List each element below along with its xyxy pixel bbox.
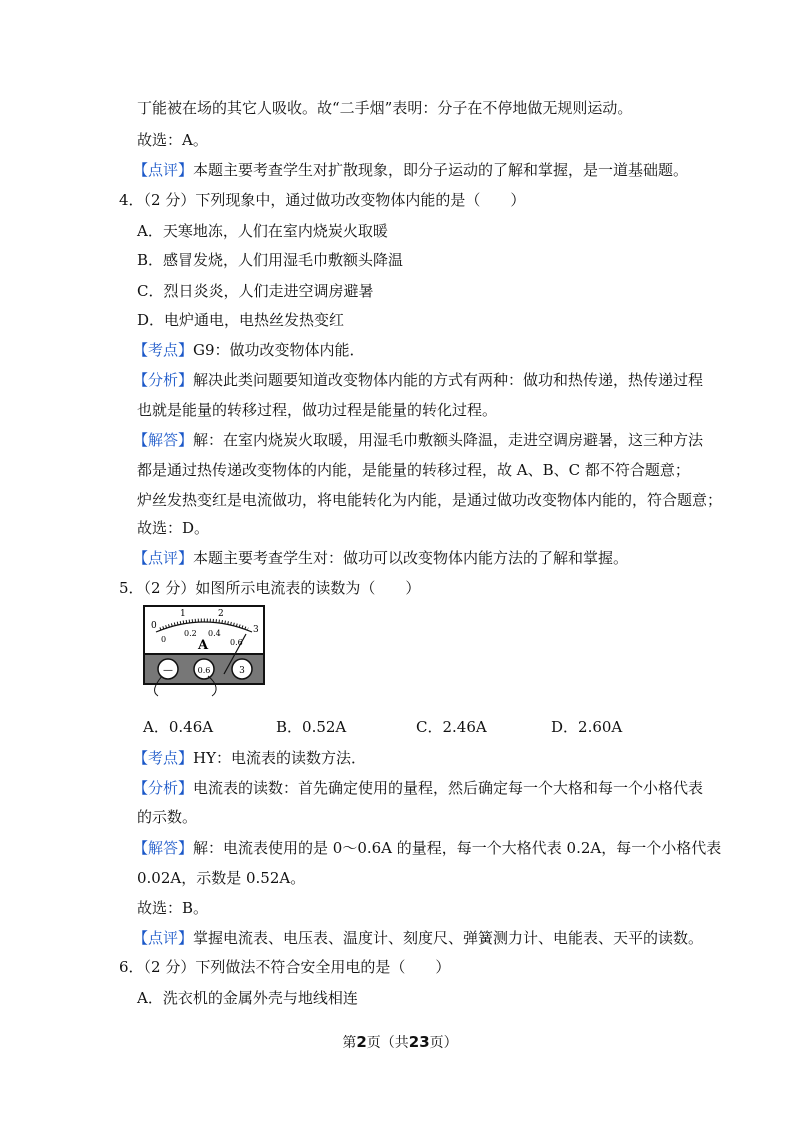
dianping-text: 本题主要考查学生对：做功可以改变物体内能方法的了解和掌握。 bbox=[193, 549, 629, 567]
meter-top-0: 0 bbox=[151, 621, 157, 631]
q4-option-b: B．感冒发烧，人们用湿毛巾敷额头降温 bbox=[137, 251, 404, 269]
q4-fenxi bbox=[133, 370, 703, 390]
q5-option-c: C．2.46A bbox=[416, 718, 487, 736]
kaodian-text: HY：电流表的读数方法． bbox=[193, 749, 367, 767]
meter-bottom-2: 0.4 bbox=[208, 629, 221, 638]
q5-fenxi bbox=[133, 778, 703, 798]
q4-jieda-cont1: 都是通过热传递改变物体的内能，是能量的转移过程，故 A、B、C 都不符合题意； bbox=[137, 461, 690, 479]
q5-option-b: B．0.52A bbox=[276, 718, 347, 736]
terminal-3: 3 bbox=[239, 666, 245, 676]
q5-option-d: D．2.60A bbox=[551, 718, 623, 736]
q5-dianping bbox=[133, 928, 703, 948]
jieda-text: 解：电流表使用的是 0～0.6A 的量程，每一个大格代表 0.2A，每一个小格代表 bbox=[193, 839, 722, 857]
page-footer bbox=[0, 1032, 800, 1052]
q5-kaodian bbox=[133, 748, 366, 768]
terminal-0-6: 0.6 bbox=[197, 666, 211, 675]
meter-bottom-3: 0.6 bbox=[230, 638, 243, 647]
fenxi-text: 电流表的读数：首先确定使用的量程，然后确定每一个大格和每一个小格代表 bbox=[193, 779, 704, 797]
footer-post: 页） bbox=[429, 1035, 458, 1051]
meter-bottom-1: 0.2 bbox=[184, 629, 197, 638]
meter-unit: A bbox=[198, 638, 209, 653]
prev-choice: 故选：A。 bbox=[137, 131, 208, 149]
dianping-text: 掌握电流表、电压表、温度计、刻度尺、弹簧测力计、电能表、天平的读数。 bbox=[193, 929, 704, 947]
q5-stem: 5．（2 分）如图所示电流表的读数为（ ） bbox=[119, 579, 421, 597]
q5-option-a: A．0.46A bbox=[143, 718, 214, 736]
jieda-tag: 【解答】 bbox=[133, 431, 194, 449]
q6-option-a: A．洗衣机的金属外壳与地线相连 bbox=[137, 989, 358, 1007]
q4-option-a: A．天寒地冻，人们在室内烧炭火取暖 bbox=[137, 222, 388, 240]
comment-text: 本题主要考查学生对扩散现象，即分子运动的了解和掌握，是一道基础题。 bbox=[193, 161, 689, 179]
prev-answer-line: 丁能被在场的其它人吸收。故“二手烟”表明：分子在不停地做无规则运动。 bbox=[137, 99, 633, 117]
q4-jieda-cont2: 炉丝发热变红是电流做功，将电能转化为内能，是通过做功改变物体内能的，符合题意； bbox=[137, 491, 723, 509]
q6-stem: 6．（2 分）下列做法不符合安全用电的是（ ） bbox=[119, 958, 451, 976]
prev-comment bbox=[133, 160, 688, 180]
jieda-text: 解：在室内烧炭火取暖，用湿毛巾敷额头降温，走进空调房避暑，这三种方法 bbox=[193, 431, 704, 449]
footer-mid: 页（共 bbox=[366, 1035, 409, 1051]
kaodian-tag: 【考点】 bbox=[133, 341, 194, 359]
q4-option-d: D．电炉通电，电热丝发热变红 bbox=[137, 311, 345, 329]
q4-dianping bbox=[133, 548, 628, 568]
dianping-tag: 【点评】 bbox=[133, 549, 194, 567]
q4-jieda bbox=[133, 430, 703, 450]
meter-top-1: 1 bbox=[180, 609, 186, 619]
footer-total-pages: 23 bbox=[408, 1033, 430, 1051]
footer-page-number: 2 bbox=[356, 1033, 367, 1051]
q5-jieda-choice: 故选：B。 bbox=[137, 899, 209, 917]
meter-top-3: 3 bbox=[253, 625, 259, 635]
q4-option-c: C．烈日炎炎，人们走进空调房避暑 bbox=[137, 282, 374, 300]
q5-jieda-cont: 0.02A，示数是 0.52A。 bbox=[137, 869, 306, 887]
q4-kaodian bbox=[133, 340, 365, 360]
kaodian-text: G9：做功改变物体内能． bbox=[193, 341, 365, 359]
q5-fenxi-cont: 的示数。 bbox=[137, 808, 198, 826]
comment-tag: 【点评】 bbox=[133, 161, 194, 179]
q4-jieda-choice: 故选：D。 bbox=[137, 519, 210, 537]
q4-fenxi-cont: 也就是能量的转移过程，做功过程是能量的转化过程。 bbox=[137, 401, 498, 419]
meter-bottom-0: 0 bbox=[161, 635, 167, 644]
dianping-tag: 【点评】 bbox=[133, 929, 194, 947]
fenxi-tag: 【分析】 bbox=[133, 779, 194, 797]
jieda-tag: 【解答】 bbox=[133, 839, 194, 857]
footer-pre: 第 bbox=[342, 1035, 357, 1051]
fenxi-text: 解决此类问题要知道改变物体内能的方式有两种：做功和热传递，热传递过程 bbox=[193, 371, 704, 389]
q5-jieda bbox=[133, 838, 721, 858]
ammeter-figure bbox=[142, 604, 266, 698]
meter-top-2: 2 bbox=[218, 609, 224, 619]
fenxi-tag: 【分析】 bbox=[133, 371, 194, 389]
q4-stem: 4．（2 分）下列现象中，通过做功改变物体内能的是（ ） bbox=[119, 191, 526, 209]
kaodian-tag: 【考点】 bbox=[133, 749, 194, 767]
terminal-negative: — bbox=[163, 665, 173, 676]
